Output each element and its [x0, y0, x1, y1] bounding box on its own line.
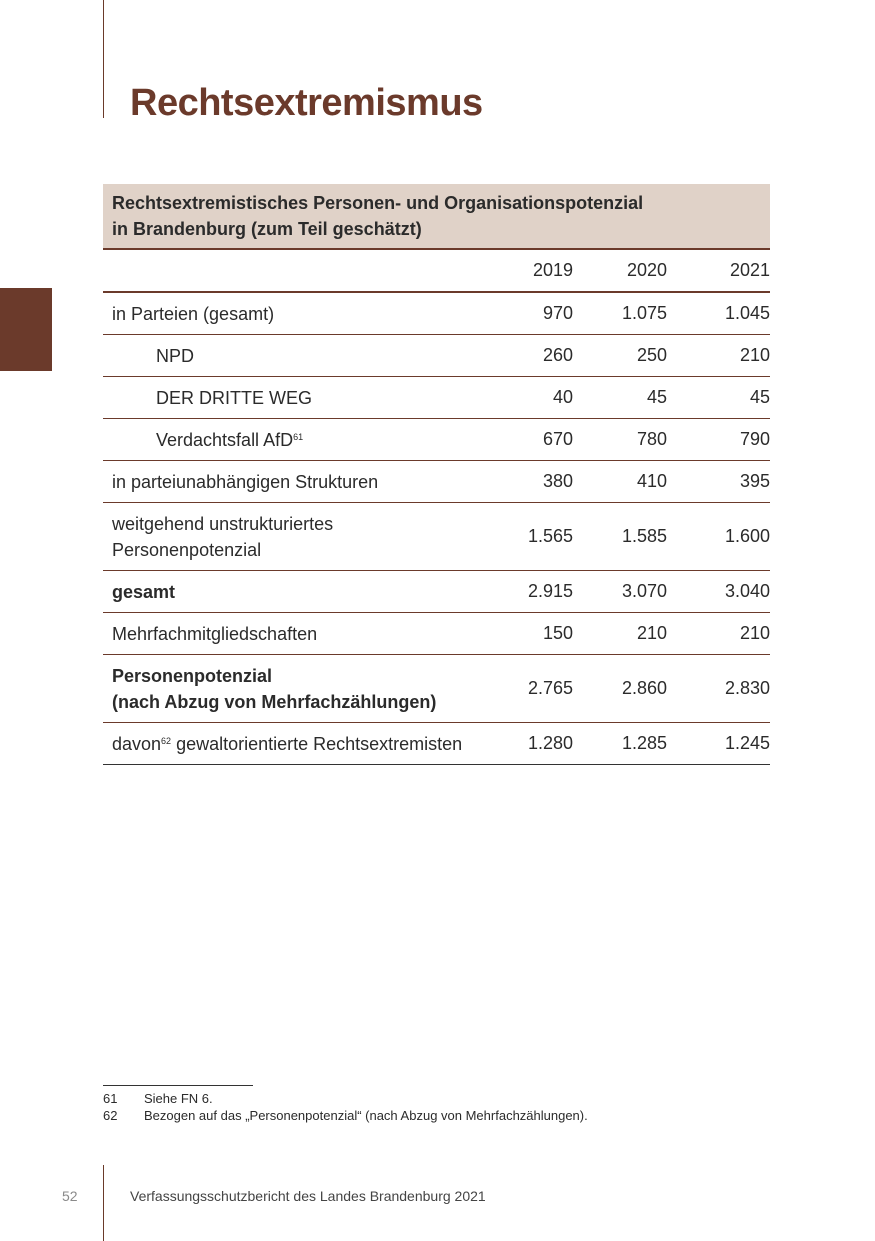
value-2019: 1.280 — [483, 723, 573, 765]
value-2020: 1.285 — [573, 723, 667, 765]
header-empty-cell — [103, 249, 483, 292]
value-2021: 3.040 — [667, 571, 770, 613]
value-2020: 2.860 — [573, 655, 667, 723]
table-row — [103, 571, 770, 613]
value-2021: 45 — [667, 377, 770, 419]
row-label-suffix: gewaltorientierte Rechtsextremisten — [171, 733, 463, 754]
value-2020: 1.075 — [573, 292, 667, 335]
value-2019: 2.915 — [483, 571, 573, 613]
row-label-line-1: weitgehend unstrukturiertes — [112, 513, 334, 534]
potential-table — [103, 184, 770, 765]
row-label-personenpotenzial — [103, 655, 483, 723]
row-label-dritte-weg: DER DRITTE WEG — [103, 377, 483, 419]
table-row — [103, 292, 770, 335]
value-2021: 1.045 — [667, 292, 770, 335]
footnote-text: Siehe FN 6. — [144, 1091, 213, 1106]
table-row — [103, 461, 770, 503]
value-2019: 260 — [483, 335, 573, 377]
value-2019: 40 — [483, 377, 573, 419]
page-number: 52 — [62, 1188, 78, 1204]
row-label-afd — [103, 419, 483, 461]
footnote-61 — [103, 1090, 588, 1107]
value-2021: 210 — [667, 613, 770, 655]
year-header-2021: 2021 — [667, 249, 770, 292]
footnote-separator — [103, 1085, 253, 1086]
value-2019: 1.565 — [483, 503, 573, 571]
row-label-line-1: Personenpotenzial — [112, 665, 273, 686]
chapter-title: Rechtsextremismus — [130, 82, 483, 124]
table-caption — [103, 184, 770, 249]
value-2021: 1.245 — [667, 723, 770, 765]
value-2021: 210 — [667, 335, 770, 377]
footnote-number: 62 — [103, 1108, 118, 1123]
row-label-line-2: (nach Abzug von Mehrfachzählungen) — [112, 691, 437, 712]
value-2019: 380 — [483, 461, 573, 503]
value-2020: 3.070 — [573, 571, 667, 613]
footnote-marker-62: 62 — [161, 735, 172, 746]
row-label-gesamt: gesamt — [103, 571, 483, 613]
row-label-prefix: davon — [112, 733, 162, 754]
value-2020: 250 — [573, 335, 667, 377]
year-header-2019: 2019 — [483, 249, 573, 292]
row-label-npd: NPD — [103, 335, 483, 377]
bottom-vertical-rule — [103, 1165, 104, 1241]
table-row — [103, 613, 770, 655]
value-2020: 45 — [573, 377, 667, 419]
row-label-line-2: Personenpotenzial — [112, 539, 262, 560]
row-label-parteiunabhaengig: in parteiunabhängigen Strukturen — [103, 461, 483, 503]
value-2020: 780 — [573, 419, 667, 461]
table-caption-row — [103, 184, 770, 249]
year-header-2020: 2020 — [573, 249, 667, 292]
table-row — [103, 723, 770, 765]
value-2020: 1.585 — [573, 503, 667, 571]
table-row — [103, 377, 770, 419]
table-caption-line-1: Rechtsextremistisches Personen- und Organisationspotenzial — [112, 193, 644, 213]
table-header-row — [103, 249, 770, 292]
table-row — [103, 335, 770, 377]
value-2021: 1.600 — [667, 503, 770, 571]
table-row — [103, 419, 770, 461]
table-row — [103, 655, 770, 723]
footnotes — [103, 1090, 588, 1124]
table-caption-line-2: in Brandenburg (zum Teil geschätzt) — [112, 219, 422, 239]
value-2020: 210 — [573, 613, 667, 655]
footnote-number: 61 — [103, 1091, 118, 1106]
table-row — [103, 503, 770, 571]
value-2019: 2.765 — [483, 655, 573, 723]
running-footer: Verfassungsschutzbericht des Landes Brandenburg 2021 — [130, 1188, 486, 1204]
value-2021: 395 — [667, 461, 770, 503]
chapter-side-tab — [0, 288, 52, 371]
value-2021: 2.830 — [667, 655, 770, 723]
value-2019: 670 — [483, 419, 573, 461]
value-2019: 970 — [483, 292, 573, 335]
row-label-gewaltorientiert — [103, 723, 483, 765]
row-label-unstrukturiert — [103, 503, 483, 571]
row-label-mehrfach: Mehrfachmitgliedschaften — [103, 613, 483, 655]
top-vertical-rule — [103, 0, 104, 118]
footnote-marker-61: 61 — [293, 431, 304, 442]
footnote-62 — [103, 1107, 588, 1124]
row-label-afd-text: Verdachtsfall AfD — [156, 429, 294, 450]
value-2021: 790 — [667, 419, 770, 461]
value-2020: 410 — [573, 461, 667, 503]
footnote-text: Bezogen auf das „Personenpotenzial“ (nach Abzug von Mehrfachzählungen). — [144, 1108, 588, 1123]
row-label-parteien: in Parteien (gesamt) — [103, 292, 483, 335]
value-2019: 150 — [483, 613, 573, 655]
